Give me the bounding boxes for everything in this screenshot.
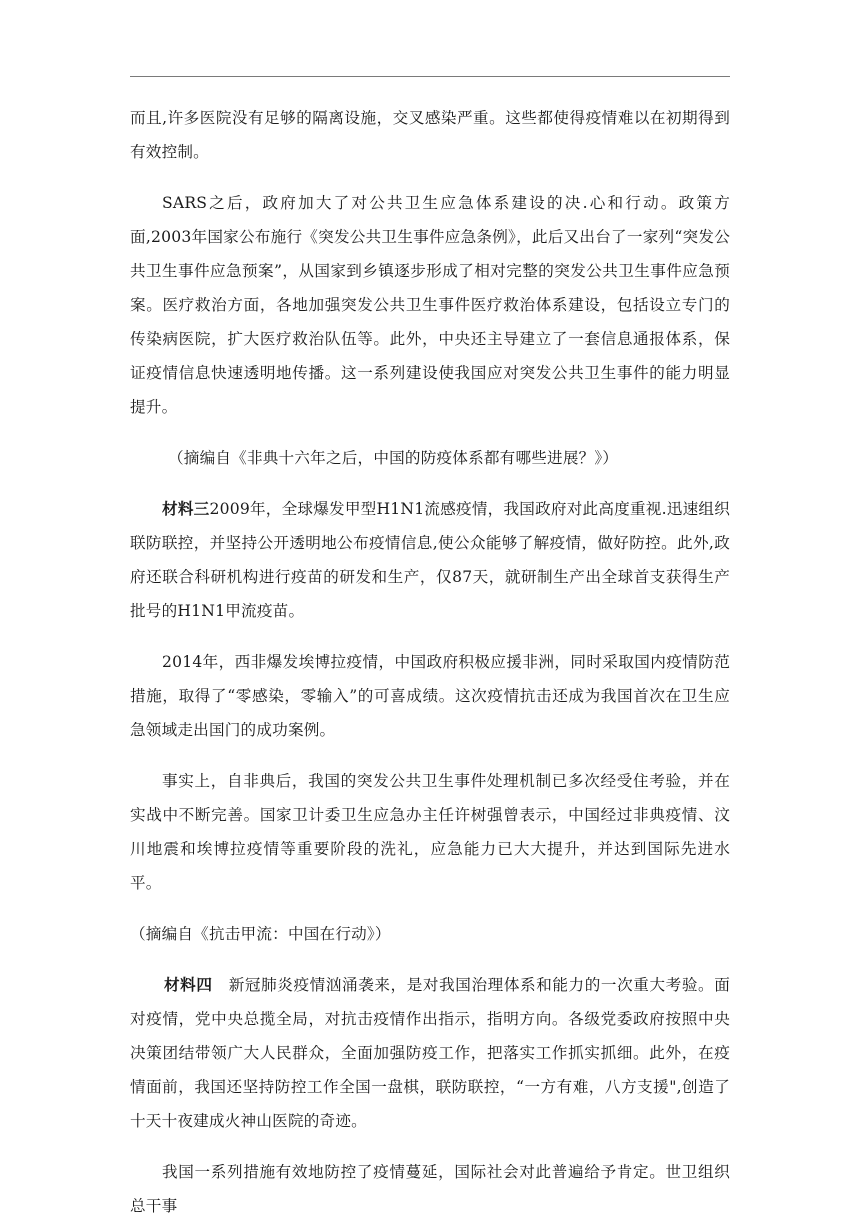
material-4-text: 新冠肺炎疫情汹涌袭来，是对我国治理体系和能力的一次重大考验。面对疫情，党中央总揽全局，对抗击疫情作出指示，指明方向。各级党委政府按照中央决策团结带领广大人民群众，全面加强防疫工作，把落实工作抓实抓细。此外，在疫情面前，我国还坚持防控工作全国一盘棋，联防联控，“一方有难，八方支援",创造了十天十夜建成火神山医院的奇迹。 [130, 976, 730, 1130]
header-divider [130, 76, 730, 77]
source-citation-2: （摘编自《抗击甲流：中国在行动》） [130, 925, 391, 943]
paragraph-material-3 [130, 492, 730, 628]
paragraph-international-recognition: 我国一系列措施有效地防控了疫情蔓延，国际社会对此普遍给予肯定。世卫组织总干事 [130, 1163, 730, 1215]
paragraph-post-sars: SARS之后，政府加大了对公共卫生应急体系建设的决.心和行动。政策方面,2003年国家公布施行《突发公共卫生事件应急条例》，此后又出台了一家列“突发公共卫生事件应急预案”，从国家到乡镇逐步形成了相对完整的突发公共卫生事件应急预案。医疗救治方面，各地加强突发公共卫生事件医疗救治体系建设，包括设立专门的传染病医院，扩大医疗救治队伍等。此外，中央还主导建立了一套信息通报体系，保证疫情信息快速透明地传播。这一系列建设使我国应对突发公共卫生事件的能力明显提升。 [130, 194, 730, 416]
source-citation-1: （摘编自《非典十六年之后，中国的防疫体系都有哪些进展？》） [168, 449, 619, 467]
material-3-text: 2009年，全球爆发甲型H1N1流感疫情，我国政府对此高度重视.迅速组织联防联控，并坚持公开透明地公布疫情信息,使公众能够了解疫情，做好防控。此外,政府还联合科研机构进行疫苗的研发和生产，仅87天，就研制生产出全球首支获得生产批号的H1N1甲流疫苗。 [130, 500, 730, 620]
paragraph-continuation: 而且,许多医院没有足够的隔离设施，交叉感染严重。这些都使得疫情难以在初期得到有效控制。 [130, 109, 730, 161]
paragraph-emergency-mechanism: 事实上，自非典后，我国的突发公共卫生事件处理机制已多次经受住考验，并在实战中不断完善。国家卫计委卫生应急办主任许树强曾表示，中国经过非典疫情、汶川地震和埃博拉疫情等重要阶段的洗礼，应急能力已大大提升，并达到国际先进水平。 [130, 772, 730, 892]
paragraph-material-4 [130, 968, 730, 1138]
material-3-label: 材料三 [162, 499, 210, 518]
material-4-label: 材料四 [164, 975, 213, 994]
paragraph-ebola: 2014年，西非爆发埃博拉疫情，中国政府积极应援非洲，同时采取国内疫情防范措施，取得了“零感染，零输入”的可喜成绩。这次疫情抗击还成为我国首次在卫生应急领域走出国门的成功案例。 [130, 653, 730, 739]
document-body [130, 101, 730, 1223]
